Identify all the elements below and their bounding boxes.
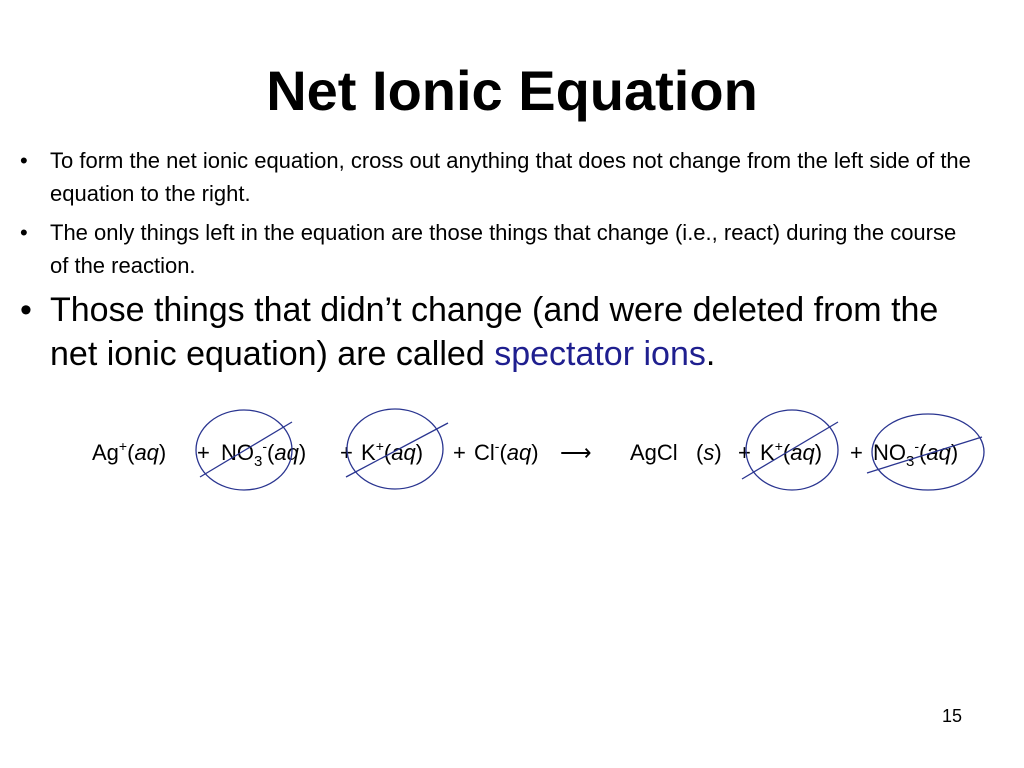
bullet-marker: • [20, 291, 32, 329]
k-symbol: K [760, 440, 775, 465]
plus-sign: + [738, 440, 751, 465]
spectator-ions-highlight: spectator ions [494, 335, 706, 373]
charge: + [375, 438, 384, 454]
plus-sign: + [850, 440, 863, 465]
plus-sign: + [340, 440, 353, 465]
paren: ) [158, 440, 167, 465]
plus-sign: + [453, 440, 466, 465]
agcl-symbol: AgCl [630, 440, 678, 465]
paren: ) [298, 440, 307, 465]
bullet-marker: • [20, 148, 28, 173]
bullet-text-main: Those things that didn’t change (and were deleted from the net ionic equation) are called [50, 291, 939, 373]
k-symbol: K [361, 440, 376, 465]
bullet-text: To form the net ionic equation, cross out anything that does not change from the left side of the equation to the right. [50, 148, 971, 206]
reaction-arrow: ⟶ [560, 440, 592, 465]
charge: - [262, 438, 268, 454]
bullet-text: The only things left in the equation are those things that change (i.e., react) during the course of the reaction. [50, 220, 957, 278]
paren: ( [782, 440, 791, 465]
paren: ( [499, 440, 507, 465]
paren: ( [919, 440, 927, 465]
subscript: 3 [906, 453, 915, 470]
paren: ) [531, 440, 539, 465]
cl-symbol: Cl [474, 440, 495, 465]
bullet-marker: • [20, 220, 28, 245]
paren: ( [383, 440, 392, 465]
state-s: s [703, 440, 715, 465]
charge: + [774, 438, 783, 454]
state-aq: aq [926, 440, 951, 465]
state-aq: aq [391, 440, 416, 465]
paren: ( [267, 440, 275, 465]
paren: ) [950, 440, 959, 465]
paren: ) [814, 440, 823, 465]
charge: + [118, 438, 128, 454]
paren: ( [696, 440, 704, 465]
equation-line [92, 438, 958, 470]
slide-title: Net Ionic Equation [266, 59, 758, 122]
state-aq: aq [274, 440, 299, 465]
paren: ( [127, 440, 135, 465]
plus-sign: + [197, 440, 210, 465]
no-symbol: NO [873, 440, 906, 465]
charge: - [914, 438, 920, 454]
page-number: 15 [941, 706, 962, 726]
no-symbol: NO [221, 440, 254, 465]
charge: - [494, 438, 500, 454]
paren: ) [714, 440, 722, 465]
ag-symbol: Ag [92, 440, 119, 465]
bullet-text-end: . [705, 335, 716, 373]
state-aq: aq [790, 440, 815, 465]
paren: ) [415, 440, 424, 465]
subscript: 3 [254, 453, 263, 470]
state-aq: aq [506, 440, 532, 465]
state-aq: aq [134, 440, 159, 465]
